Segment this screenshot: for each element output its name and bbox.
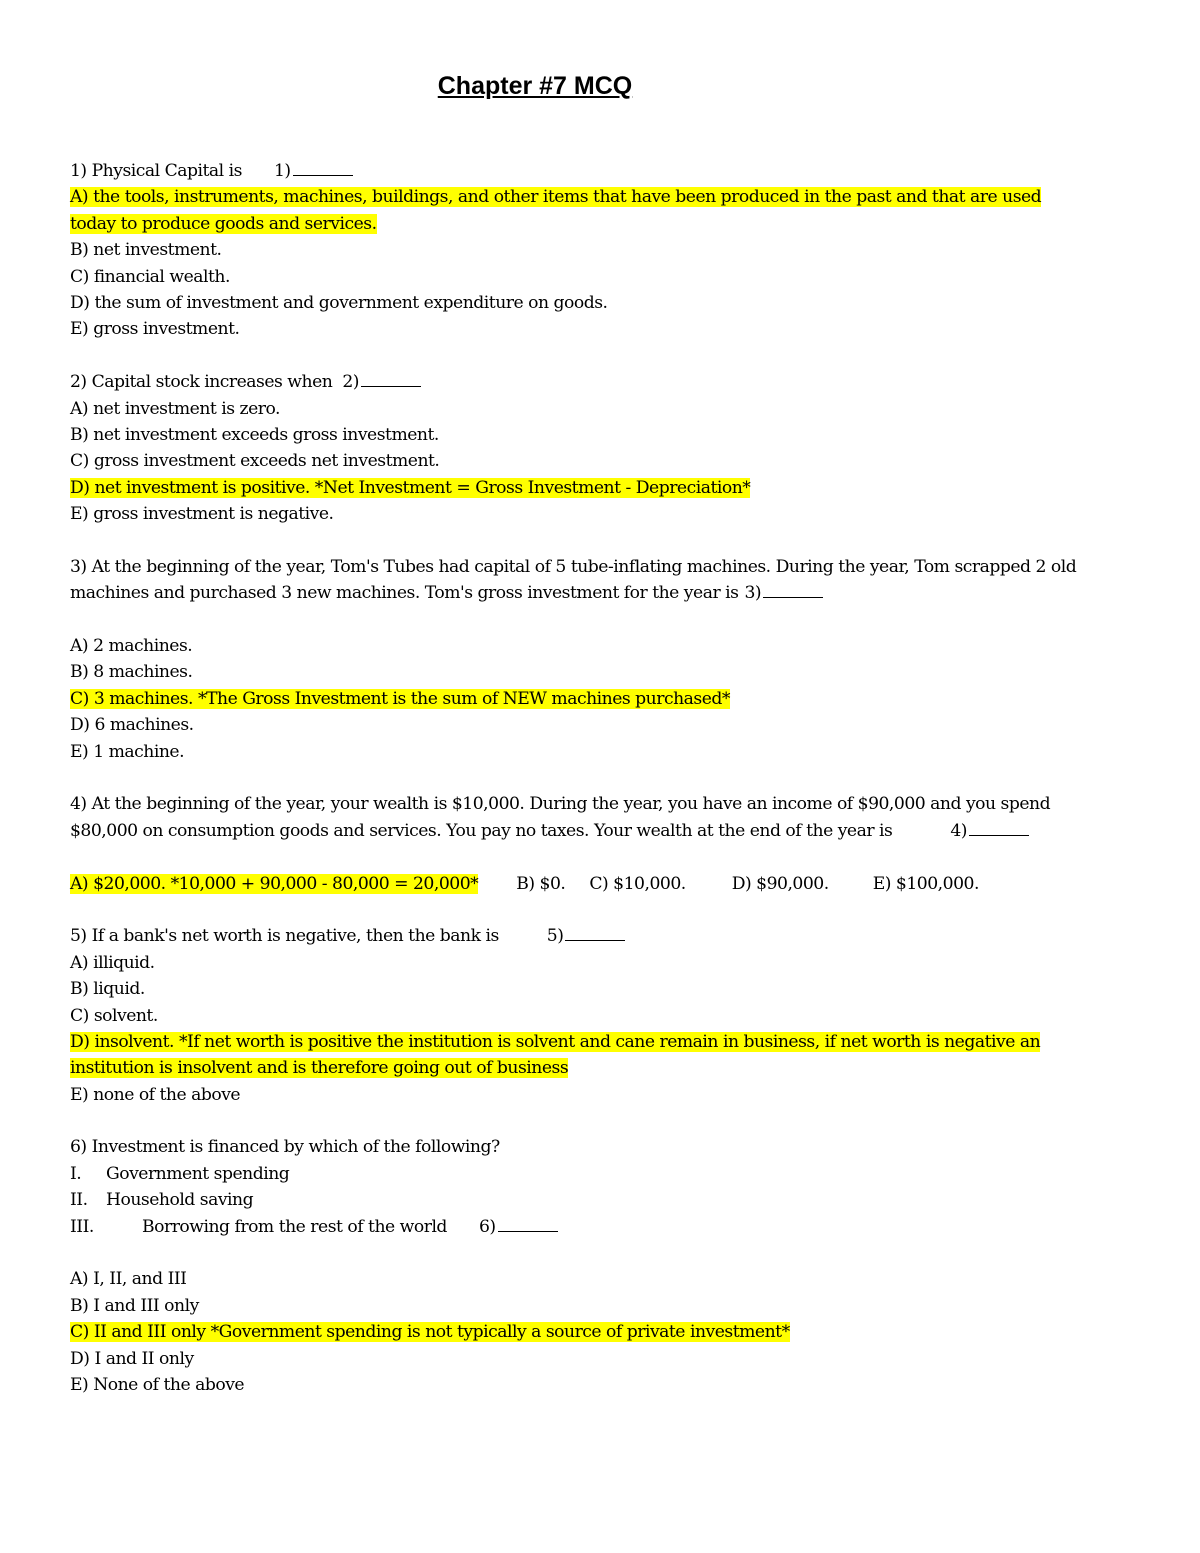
question-4-options [70, 871, 1140, 897]
answer-blank [763, 580, 823, 598]
question-text: 1) Physical Capital is [70, 161, 242, 181]
question-6-option-c [70, 1319, 1140, 1345]
question-5-option-d-cont [70, 1055, 1140, 1081]
question-6-stem: 6) Investment is financed by which of the following? [70, 1137, 500, 1158]
roman-numeral: II. [70, 1190, 88, 1211]
question-2-option-e: E) gross investment is negative. [70, 504, 334, 525]
answer-number: 3) [744, 583, 762, 604]
page-title: Chapter #7 MCQ [437, 72, 633, 100]
question-3-option-a: A) 2 machines. [70, 636, 193, 657]
question-3-option-d: D) 6 machines. [70, 715, 194, 736]
question-text: 2) Capital stock increases when [70, 372, 333, 393]
answer-number: 5) [546, 926, 564, 947]
highlighted-answer: D) net investment is positive. *Net Investment = Gross Investment - Depreciation* [70, 477, 751, 498]
highlighted-answer: today to produce goods and services. [70, 213, 377, 234]
question-5-option-e: E) none of the above [70, 1084, 241, 1105]
question-5-option-c: C) solvent. [70, 1005, 158, 1026]
question-3-option-b: B) 8 machines. [70, 662, 193, 683]
question-6-option-d: D) I and II only [70, 1348, 194, 1369]
question-6-roman-3 [70, 1214, 1140, 1240]
option-d: D) $90,000. [731, 873, 829, 894]
question-6-option-b: B) I and III only [70, 1295, 199, 1316]
question-1-option-c: C) financial wealth. [70, 266, 230, 287]
question-text: 5) If a bank's net worth is negative, then the bank is [70, 926, 499, 947]
question-2-stem [70, 369, 1140, 395]
answer-number: 6) [478, 1216, 496, 1237]
question-5-stem [70, 923, 1140, 949]
option-b: B) $0. [516, 873, 566, 894]
highlighted-answer: A) the tools, instruments, machines, buildings, and other items that have been produced in the past and that are used [70, 187, 1042, 208]
question-1-option-b: B) net investment. [70, 240, 222, 261]
question-6-roman-2 [70, 1187, 1140, 1213]
question-2-option-d [70, 475, 1140, 501]
question-text: machines and purchased 3 new machines. Tom's gross investment for the year is [70, 583, 739, 604]
answer-number: 2) [342, 372, 359, 393]
question-5-option-b: B) liquid. [70, 979, 145, 1000]
roman-text: Borrowing from the rest of the world [142, 1216, 447, 1237]
question-3-option-e: E) 1 machine. [70, 741, 185, 762]
question-3-stem: 3) At the beginning of the year, Tom's Tubes had capital of 5 tube-inflating machines. During the year, Tom scrapped 2 old [70, 556, 1077, 577]
question-2-option-c: C) gross investment exceeds net investment. [70, 451, 440, 472]
highlighted-answer: A) $20,000. *10,000 + 90,000 - 80,000 = 20,000* [70, 873, 479, 894]
question-3-stem-cont [70, 580, 1140, 606]
question-list [70, 158, 1140, 1398]
option-c: C) $10,000. [589, 873, 686, 894]
roman-text: Household saving [106, 1190, 254, 1211]
question-6-roman-1 [70, 1161, 1140, 1187]
roman-numeral: III. [70, 1216, 94, 1237]
answer-blank [498, 1214, 558, 1232]
highlighted-answer: C) II and III only *Government spending is not typically a source of private investment* [70, 1322, 790, 1343]
answer-blank [293, 158, 353, 176]
question-5-option-d [70, 1029, 1140, 1055]
answer-blank [361, 369, 421, 387]
question-4-stem: 4) At the beginning of the year, your wealth is $10,000. During the year, you have an income of $90,000 and you spend [70, 794, 1051, 815]
question-4-stem-cont [70, 818, 1140, 844]
question-6-option-a: A) I, II, and III [70, 1269, 187, 1290]
roman-numeral: I. [70, 1163, 82, 1184]
question-6-option-e: E) None of the above [70, 1374, 245, 1395]
question-1-option-a [70, 184, 1140, 210]
roman-text: Government spending [106, 1163, 290, 1184]
question-2-option-a: A) net investment is zero. [70, 398, 281, 419]
question-text: $80,000 on consumption goods and services. You pay no taxes. Your wealth at the end of the year is [70, 820, 893, 841]
answer-blank [565, 923, 625, 941]
question-1-option-d: D) the sum of investment and government expenditure on goods. [70, 292, 608, 313]
question-1-option-e: E) gross investment. [70, 319, 240, 340]
highlighted-answer: D) insolvent. *If net worth is positive the institution is solvent and cane remain in business, if net worth is negative an [70, 1031, 1041, 1052]
highlighted-answer: C) 3 machines. *The Gross Investment is the sum of NEW machines purchased* [70, 688, 730, 709]
question-1-option-a-cont [70, 211, 1140, 237]
question-2-option-b: B) net investment exceeds gross investment. [70, 424, 439, 445]
answer-blank [969, 818, 1029, 836]
question-3-option-c [70, 686, 1140, 712]
answer-number: 1) [273, 161, 291, 181]
option-e: E) $100,000. [872, 873, 979, 894]
question-5-option-a: A) illiquid. [70, 952, 155, 973]
answer-number: 4) [950, 820, 967, 841]
question-1-stem [70, 158, 1140, 184]
highlighted-answer: institution is insolvent and is therefore going out of business [70, 1058, 569, 1079]
